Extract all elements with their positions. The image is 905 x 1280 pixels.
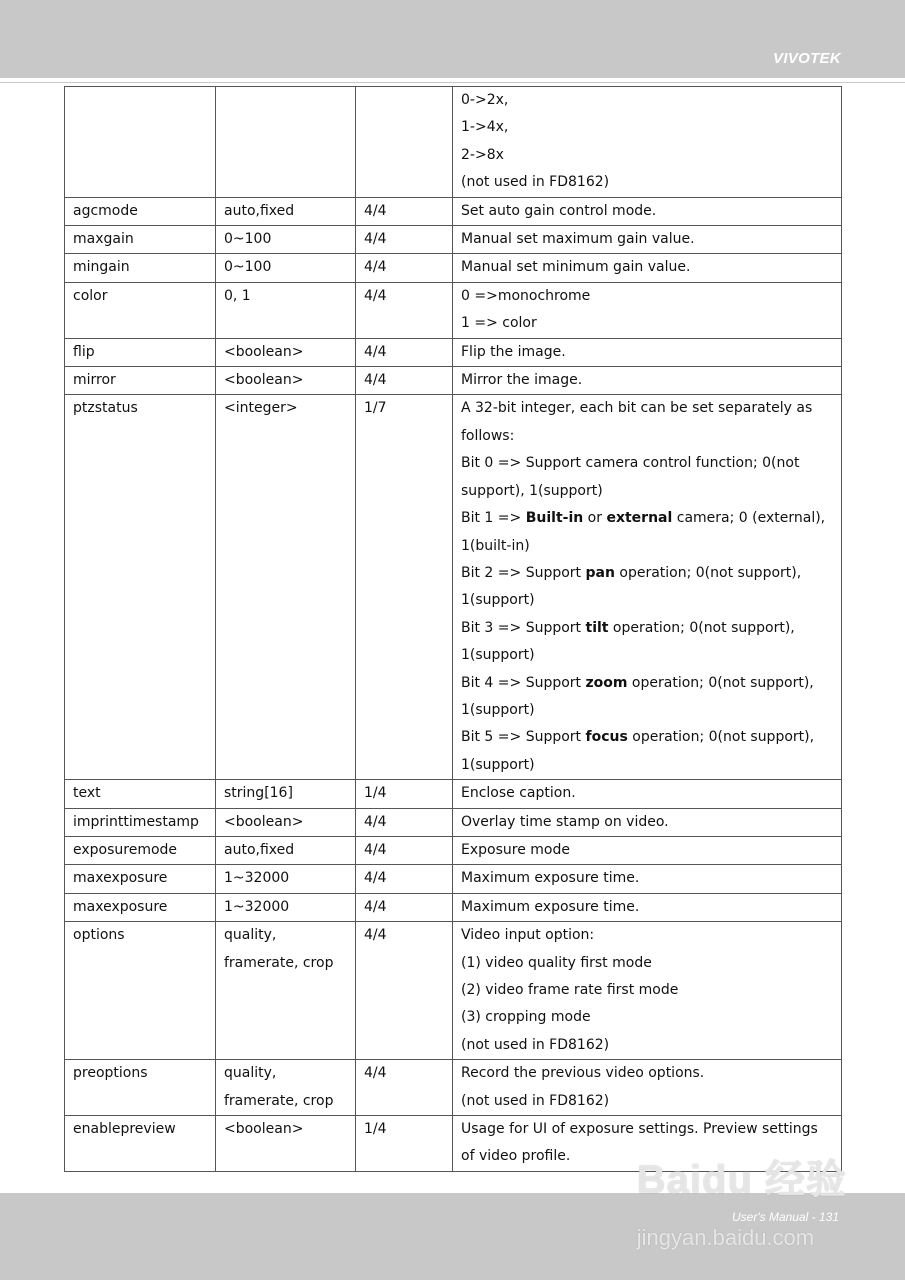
param-value-cell — [216, 197, 356, 225]
param-description-cell — [453, 922, 842, 1060]
cell-line: imprinttimestamp — [73, 813, 199, 830]
cell-line: 4/4 — [364, 841, 387, 858]
param-description-cell — [453, 367, 842, 395]
cell-line: 4/4 — [364, 343, 387, 360]
param-security-cell — [356, 780, 453, 808]
param-name-cell — [65, 893, 216, 921]
cell-line: mingain — [73, 259, 130, 276]
param-security-cell — [356, 1060, 453, 1116]
param-description-cell — [453, 836, 842, 864]
cell-line: quality, — [224, 1065, 277, 1082]
cell-line: <integer> — [224, 400, 298, 417]
cell-line — [461, 780, 833, 807]
param-value-cell — [216, 367, 356, 395]
header-band — [0, 0, 905, 78]
param-description-cell — [453, 254, 842, 282]
table-row — [65, 780, 842, 808]
text-segment: 0 =>monochrome — [461, 287, 591, 304]
cell-line: <boolean> — [224, 813, 304, 830]
baidu-watermark — [637, 1148, 847, 1251]
table-row — [65, 865, 842, 893]
text-segment: A 32-bit integer, each bit can be set separately as follows: — [461, 400, 813, 444]
text-segment: Bit 4 => Support — [461, 674, 586, 691]
cell-line: options — [73, 927, 125, 944]
param-security-cell — [356, 338, 453, 366]
table-row — [65, 367, 842, 395]
bold-term: external — [606, 510, 673, 527]
cell-line — [461, 142, 833, 169]
param-value-cell — [216, 1060, 356, 1116]
param-name-cell — [65, 922, 216, 1060]
param-security-cell — [356, 808, 453, 836]
param-security-cell — [356, 836, 453, 864]
text-segment: Bit 1 => — [461, 510, 526, 527]
cell-line: 1~32000 — [224, 898, 290, 915]
param-name-cell — [65, 282, 216, 338]
cell-line — [461, 226, 833, 253]
cell-line — [461, 1032, 833, 1059]
param-security-cell — [356, 1116, 453, 1172]
text-segment: Manual set minimum gain value. — [461, 259, 691, 276]
param-value-cell — [216, 87, 356, 198]
text-segment: (3) cropping mode — [461, 1009, 591, 1026]
text-segment: operation; 0(not support), 1(support) — [461, 564, 802, 609]
param-value-cell — [216, 1116, 356, 1172]
cell-line: 1~32000 — [224, 870, 290, 887]
text-segment: Record the previous video options. — [461, 1065, 705, 1082]
cell-line — [461, 450, 833, 505]
cell-line: 1/7 — [364, 400, 387, 417]
cell-line: ptzstatus — [73, 400, 138, 417]
param-security-cell — [356, 226, 453, 254]
cell-line: agcmode — [73, 202, 138, 219]
param-value-cell — [216, 338, 356, 366]
text-segment: Maximum exposure time. — [461, 898, 640, 915]
cell-line: 4/4 — [364, 1065, 387, 1082]
text-segment: Usage for UI of exposure settings. Preview settings of video profile. — [461, 1121, 818, 1165]
param-security-cell — [356, 87, 453, 198]
cell-line — [461, 1004, 833, 1031]
text-segment: Mirror the image. — [461, 372, 583, 389]
param-description-cell — [453, 893, 842, 921]
bold-term: zoom — [585, 674, 628, 691]
text-segment: camera; 0 (external), 1(built-in) — [461, 510, 826, 554]
param-name-cell — [65, 254, 216, 282]
text-segment: Video input option: — [461, 927, 595, 944]
param-security-cell — [356, 893, 453, 921]
cell-line — [461, 977, 833, 1004]
param-value-cell — [216, 865, 356, 893]
param-security-cell — [356, 367, 453, 395]
text-segment: (not used in FD8162) — [461, 1036, 610, 1053]
cell-line — [461, 894, 833, 921]
text-segment: Exposure mode — [461, 841, 570, 858]
param-name-cell — [65, 226, 216, 254]
text-segment: Bit 0 => Support camera control function; 0(not support), 1(support) — [461, 455, 800, 499]
table-row — [65, 893, 842, 921]
cell-line — [461, 922, 833, 949]
text-segment: Enclose caption. — [461, 785, 576, 802]
cell-line: 1/4 — [364, 785, 387, 802]
param-value-cell — [216, 808, 356, 836]
table-row — [65, 282, 842, 338]
text-segment: 1 => color — [461, 315, 537, 332]
text-segment: (2) video frame rate first mode — [461, 982, 679, 998]
header-divider — [0, 82, 905, 83]
cell-line: string[16] — [224, 785, 293, 802]
cell-line: flip — [73, 343, 95, 360]
table-row — [65, 226, 842, 254]
param-value-cell — [216, 395, 356, 780]
table-row — [65, 836, 842, 864]
cell-line: 4/4 — [364, 813, 387, 830]
param-name-cell — [65, 197, 216, 225]
cell-line: 4/4 — [364, 202, 387, 219]
param-security-cell — [356, 254, 453, 282]
cell-line: 0, 1 — [224, 287, 251, 304]
cell-line: exposuremode — [73, 841, 178, 858]
param-description-cell — [453, 197, 842, 225]
cell-line — [461, 169, 833, 196]
watermark-logo: Baidu 经验 — [636, 1158, 847, 1202]
table-row — [65, 922, 842, 1060]
text-segment: 2->8x — [461, 146, 504, 163]
cell-line: 4/4 — [364, 927, 387, 944]
cell-line: auto,fixed — [224, 202, 295, 219]
param-value-cell — [216, 836, 356, 864]
param-name-cell — [65, 395, 216, 780]
cell-line — [461, 198, 833, 225]
table-row — [65, 395, 842, 780]
param-value-cell — [216, 780, 356, 808]
cell-line: 4/4 — [364, 259, 387, 276]
cell-line: 4/4 — [364, 287, 387, 304]
cell-line — [461, 724, 833, 779]
cell-line — [461, 1060, 833, 1087]
cell-line: preoptions — [73, 1065, 148, 1082]
table-row — [65, 87, 842, 198]
cell-line: 4/4 — [364, 231, 387, 248]
bold-term: pan — [585, 564, 615, 581]
cell-line: 4/4 — [364, 898, 387, 915]
cell-line: auto,fixed — [224, 841, 295, 858]
param-name-cell — [65, 87, 216, 198]
param-description-cell — [453, 808, 842, 836]
bold-term: tilt — [585, 619, 609, 636]
cell-line — [461, 670, 833, 725]
param-security-cell — [356, 395, 453, 780]
param-description-cell — [453, 87, 842, 198]
cell-line — [461, 339, 833, 366]
cell-line: framerate, crop — [224, 1092, 334, 1109]
text-segment: Overlay time stamp on video. — [461, 813, 669, 830]
param-name-cell — [65, 865, 216, 893]
param-name-cell — [65, 836, 216, 864]
brand-logo: VIVOTEK — [773, 50, 841, 67]
text-segment: or — [583, 510, 607, 527]
cell-line: 1/4 — [364, 1121, 387, 1138]
cell-line — [461, 615, 833, 670]
cell-line — [461, 283, 833, 310]
table-row — [65, 808, 842, 836]
param-value-cell — [216, 922, 356, 1060]
param-description-cell — [453, 226, 842, 254]
cell-line — [461, 395, 833, 450]
param-name-cell — [65, 338, 216, 366]
cell-line: maxgain — [73, 231, 134, 248]
table-row — [65, 338, 842, 366]
text-segment: operation; 0(not support), 1(support) — [461, 619, 795, 664]
cell-line: framerate, crop — [224, 954, 334, 971]
text-segment: operation; 0(not support), 1(support) — [461, 674, 814, 718]
page-number: User's Manual - 131 — [731, 1210, 839, 1224]
parameter-table — [64, 86, 842, 1172]
cell-line — [461, 865, 833, 892]
text-segment: Flip the image. — [461, 343, 566, 360]
param-value-cell — [216, 282, 356, 338]
param-security-cell — [356, 922, 453, 1060]
param-name-cell — [65, 780, 216, 808]
param-value-cell — [216, 226, 356, 254]
text-segment: Set auto gain control mode. — [461, 202, 657, 219]
cell-line: <boolean> — [224, 372, 304, 389]
cell-line: 4/4 — [364, 870, 387, 887]
param-description-cell — [453, 338, 842, 366]
cell-line — [461, 1088, 833, 1115]
param-description-cell — [453, 1060, 842, 1116]
cell-line — [461, 809, 833, 836]
param-description-cell — [453, 395, 842, 780]
param-security-cell — [356, 865, 453, 893]
cell-line: color — [73, 287, 108, 304]
text-segment: operation; 0(not support), 1(support) — [461, 729, 815, 773]
cell-line: maxexposure — [73, 870, 168, 887]
cell-line — [461, 505, 833, 560]
cell-line — [461, 87, 833, 114]
text-segment: Bit 5 => Support — [461, 729, 586, 746]
text-segment: (not used in FD8162) — [461, 174, 610, 191]
cell-line: enablepreview — [73, 1121, 176, 1138]
cell-line — [461, 254, 833, 281]
param-security-cell — [356, 282, 453, 338]
text-segment: Bit 2 => Support — [461, 564, 586, 581]
cell-line: <boolean> — [224, 1121, 304, 1138]
text-segment: Maximum exposure time. — [461, 870, 640, 887]
cell-line — [461, 837, 833, 864]
cell-line — [461, 310, 833, 337]
parameter-table-body — [65, 87, 842, 1172]
cell-line: mirror — [73, 372, 116, 389]
param-value-cell — [216, 254, 356, 282]
param-name-cell — [65, 808, 216, 836]
cell-line — [461, 367, 833, 394]
cell-line: 0~100 — [224, 259, 272, 276]
param-description-cell — [453, 282, 842, 338]
cell-line — [461, 950, 833, 977]
text-segment: 0->2x, — [461, 92, 509, 108]
param-description-cell — [453, 780, 842, 808]
cell-line: quality, — [224, 927, 277, 944]
param-value-cell — [216, 893, 356, 921]
watermark-url: jingyan.baidu.com — [636, 1225, 815, 1250]
cell-line: maxexposure — [73, 898, 168, 915]
text-segment: Manual set maximum gain value. — [461, 231, 695, 248]
table-row — [65, 197, 842, 225]
text-segment: (1) video quality first mode — [461, 954, 652, 971]
text-segment: Bit 3 => Support — [461, 619, 586, 636]
param-description-cell — [453, 865, 842, 893]
cell-line: 0~100 — [224, 231, 272, 248]
param-name-cell — [65, 1116, 216, 1172]
cell-line: text — [73, 785, 101, 802]
bold-term: focus — [585, 729, 628, 746]
param-name-cell — [65, 1060, 216, 1116]
cell-line — [461, 560, 833, 615]
param-name-cell — [65, 367, 216, 395]
bold-term: Built-in — [525, 510, 584, 527]
text-segment: 1->4x, — [461, 119, 509, 136]
cell-line: 4/4 — [364, 372, 387, 389]
table-row — [65, 1060, 842, 1116]
param-security-cell — [356, 197, 453, 225]
table-row — [65, 254, 842, 282]
cell-line: <boolean> — [224, 343, 304, 360]
cell-line — [461, 114, 833, 141]
text-segment: (not used in FD8162) — [461, 1092, 610, 1109]
